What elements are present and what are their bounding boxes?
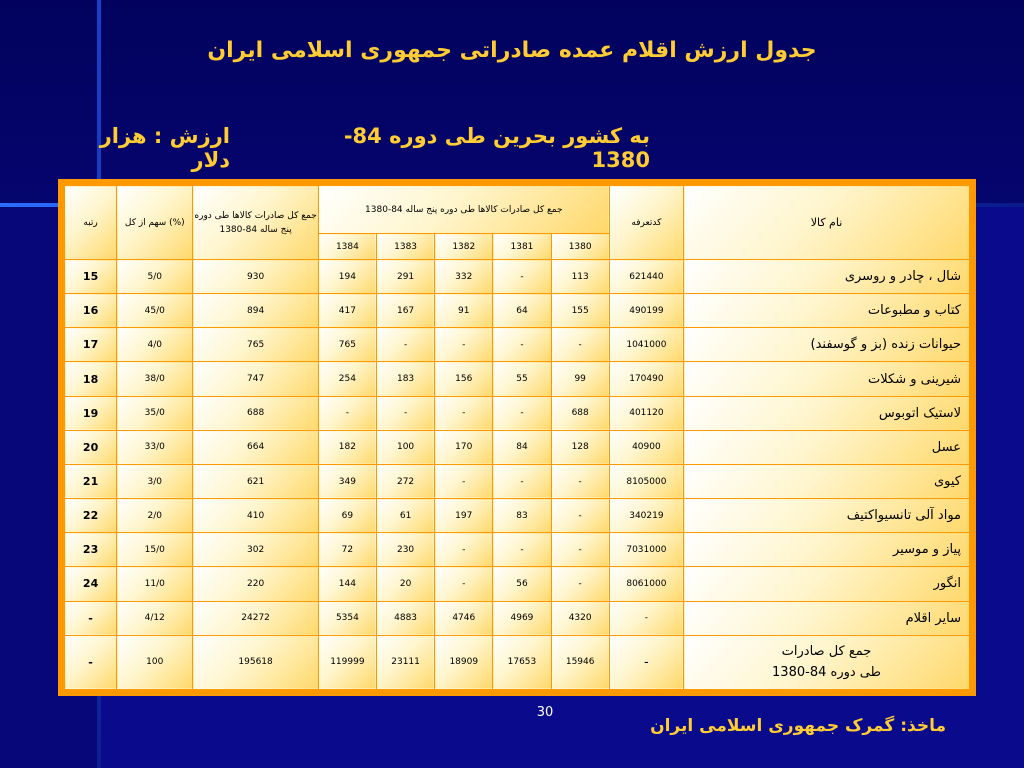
year-1384-cell: 254	[318, 362, 376, 396]
year-1380-cell: 128	[551, 430, 609, 464]
year-1380-cell: -	[551, 464, 609, 498]
year-1382-cell: 4746	[435, 601, 493, 635]
year-1383-cell: -	[376, 396, 434, 430]
item-name-cell: پیاز و موسیر	[684, 533, 970, 567]
year-1382-cell: -	[435, 464, 493, 498]
year-1382-cell: -	[435, 533, 493, 567]
year-1380-cell: -	[551, 567, 609, 601]
table-row	[65, 396, 970, 430]
year-1384-cell: 765	[318, 328, 376, 362]
tariff-code-cell: 8061000	[609, 567, 683, 601]
tariff-code-cell: 340219	[609, 499, 683, 533]
item-name-cell: کتاب و مطبوعات	[684, 294, 970, 328]
year-1383-cell: 230	[376, 533, 434, 567]
tariff-code-cell: -	[609, 601, 683, 635]
total-cell: 664	[193, 430, 318, 464]
rank-cell: 18	[65, 362, 117, 396]
table-row	[65, 601, 970, 635]
total-cell: 765	[193, 328, 318, 362]
year-1380-cell: 113	[551, 260, 609, 294]
item-name-cell: شیرینی و شکلات	[684, 362, 970, 396]
year-1382-cell: 91	[435, 294, 493, 328]
header-year-1380: 1380	[551, 234, 609, 260]
background-top	[0, 0, 1024, 205]
rank-cell: 24	[65, 567, 117, 601]
total-cell: 688	[193, 396, 318, 430]
share-cell: 15/0	[117, 533, 193, 567]
year-1381-cell: 83	[493, 499, 551, 533]
share-cell: 4/12	[117, 601, 193, 635]
year-1380-cell: 99	[551, 362, 609, 396]
item-name-cell: مواد آلی تانسیواکتیف	[684, 499, 970, 533]
exports-table	[64, 185, 970, 690]
item-name-cell: کیوی	[684, 464, 970, 498]
year-1384-cell: -	[318, 396, 376, 430]
table-row	[65, 499, 970, 533]
total-year-1381-cell: 17653	[493, 635, 551, 689]
table-row	[65, 464, 970, 498]
year-1384-cell: 182	[318, 430, 376, 464]
header-five-year-total: جمع کل صادرات کالاها طی دوره پنج ساله 84-1380	[193, 186, 318, 260]
total-cell: 621	[193, 464, 318, 498]
tariff-code-cell: 170490	[609, 362, 683, 396]
header-year-1381: 1381	[493, 234, 551, 260]
page-number: 30	[536, 705, 554, 720]
item-name-cell: شال ، چادر و روسری	[684, 260, 970, 294]
total-total-cell: 195618	[193, 635, 318, 689]
year-1383-cell: 100	[376, 430, 434, 464]
rank-cell: 19	[65, 396, 117, 430]
year-1384-cell: 417	[318, 294, 376, 328]
item-name-cell: حیوانات زنده (بز و گوسفند)	[684, 328, 970, 362]
tariff-code-cell: 40900	[609, 430, 683, 464]
source-note: ماخذ: گمرک جمهوری اسلامی ایران	[650, 716, 946, 736]
year-1381-cell: -	[493, 328, 551, 362]
share-cell: 5/0	[117, 260, 193, 294]
total-year-1380-cell: 15946	[551, 635, 609, 689]
year-1383-cell: 291	[376, 260, 434, 294]
year-1384-cell: 69	[318, 499, 376, 533]
total-rank-cell: -	[65, 635, 117, 689]
year-1380-cell: 155	[551, 294, 609, 328]
header-tariff-code: کدتعرفه	[609, 186, 683, 260]
rank-cell: 16	[65, 294, 117, 328]
share-cell: 45/0	[117, 294, 193, 328]
item-name-cell: انگور	[684, 567, 970, 601]
rank-cell: 15	[65, 260, 117, 294]
header-year-1384: 1384	[318, 234, 376, 260]
year-1380-cell: -	[551, 328, 609, 362]
total-cell: 747	[193, 362, 318, 396]
rank-cell: 20	[65, 430, 117, 464]
table-row	[65, 533, 970, 567]
item-name-cell: لاستیک اتوبوس	[684, 396, 970, 430]
year-1383-cell: 183	[376, 362, 434, 396]
year-1382-cell: 332	[435, 260, 493, 294]
share-cell: 4/0	[117, 328, 193, 362]
year-1384-cell: 349	[318, 464, 376, 498]
total-cell: 930	[193, 260, 318, 294]
table-frame	[58, 179, 976, 696]
header-rank: رتبه	[65, 186, 117, 260]
slide-title: جدول ارزش اقلام عمده صادراتی جمهوری اسلامی ایران	[207, 38, 817, 63]
year-1381-cell: -	[493, 396, 551, 430]
year-1383-cell: 167	[376, 294, 434, 328]
year-1381-cell: -	[493, 260, 551, 294]
table-row	[65, 294, 970, 328]
tariff-code-cell: 621440	[609, 260, 683, 294]
rank-cell: 21	[65, 464, 117, 498]
header-year-1382: 1382	[435, 234, 493, 260]
tariff-code-cell: 401120	[609, 396, 683, 430]
rank-cell: 22	[65, 499, 117, 533]
tariff-code-cell: 490199	[609, 294, 683, 328]
total-cell: 302	[193, 533, 318, 567]
header-share: سهم از کل (%)	[117, 186, 193, 260]
year-1383-cell: 61	[376, 499, 434, 533]
item-name-cell: عسل	[684, 430, 970, 464]
total-year-1384-cell: 119999	[318, 635, 376, 689]
total-label-line2: طی دوره 84-1380	[772, 665, 881, 681]
share-cell: 33/0	[117, 430, 193, 464]
year-1381-cell: 56	[493, 567, 551, 601]
year-1384-cell: 194	[318, 260, 376, 294]
year-1381-cell: 64	[493, 294, 551, 328]
total-year-1383-cell: 23111	[376, 635, 434, 689]
year-1382-cell: 197	[435, 499, 493, 533]
item-name-cell: سایر اقلام	[684, 601, 970, 635]
unit-label: ارزش : هزار دلار	[99, 124, 230, 172]
year-1384-cell: 72	[318, 533, 376, 567]
share-cell: 11/0	[117, 567, 193, 601]
share-cell: 2/0	[117, 499, 193, 533]
total-cell: 24272	[193, 601, 318, 635]
share-cell: 3/0	[117, 464, 193, 498]
table-row	[65, 362, 970, 396]
share-cell: 38/0	[117, 362, 193, 396]
total-year-1382-cell: 18909	[435, 635, 493, 689]
total-cell: 894	[193, 294, 318, 328]
year-1384-cell: 5354	[318, 601, 376, 635]
table-row	[65, 260, 970, 294]
table-row	[65, 567, 970, 601]
total-label-line1: جمع کل صادرات	[781, 644, 872, 660]
year-1381-cell: 55	[493, 362, 551, 396]
tariff-code-cell: 8105000	[609, 464, 683, 498]
tariff-code-cell: 7031000	[609, 533, 683, 567]
year-1382-cell: -	[435, 567, 493, 601]
header-yearly-group: جمع کل صادرات کالاها طی دوره پنج ساله 84-1380	[318, 186, 609, 234]
total-share-cell: 100	[117, 635, 193, 689]
tariff-code-cell: 1041000	[609, 328, 683, 362]
year-1381-cell: 84	[493, 430, 551, 464]
year-1382-cell: -	[435, 328, 493, 362]
year-1380-cell: 688	[551, 396, 609, 430]
table-row	[65, 430, 970, 464]
table-row	[65, 328, 970, 362]
slide-subtitle: به کشور بحرین طی دوره 84-1380	[343, 124, 650, 172]
year-1383-cell: -	[376, 328, 434, 362]
table-body	[65, 260, 970, 690]
table-total-row	[65, 635, 970, 689]
total-cell: 220	[193, 567, 318, 601]
year-1383-cell: 272	[376, 464, 434, 498]
year-1382-cell: 156	[435, 362, 493, 396]
year-1380-cell: 4320	[551, 601, 609, 635]
year-1382-cell: -	[435, 396, 493, 430]
year-1380-cell: -	[551, 533, 609, 567]
year-1381-cell: -	[493, 533, 551, 567]
total-cell: 410	[193, 499, 318, 533]
header-item-name: نام کالا	[684, 186, 970, 260]
header-year-1383: 1383	[376, 234, 434, 260]
year-1384-cell: 144	[318, 567, 376, 601]
year-1383-cell: 4883	[376, 601, 434, 635]
year-1382-cell: 170	[435, 430, 493, 464]
year-1383-cell: 20	[376, 567, 434, 601]
share-cell: 35/0	[117, 396, 193, 430]
rank-cell: -	[65, 601, 117, 635]
year-1380-cell: -	[551, 499, 609, 533]
rank-cell: 23	[65, 533, 117, 567]
total-label-cell	[684, 635, 970, 689]
total-tariff-code-cell: -	[609, 635, 683, 689]
year-1381-cell: -	[493, 464, 551, 498]
rank-cell: 17	[65, 328, 117, 362]
year-1381-cell: 4969	[493, 601, 551, 635]
